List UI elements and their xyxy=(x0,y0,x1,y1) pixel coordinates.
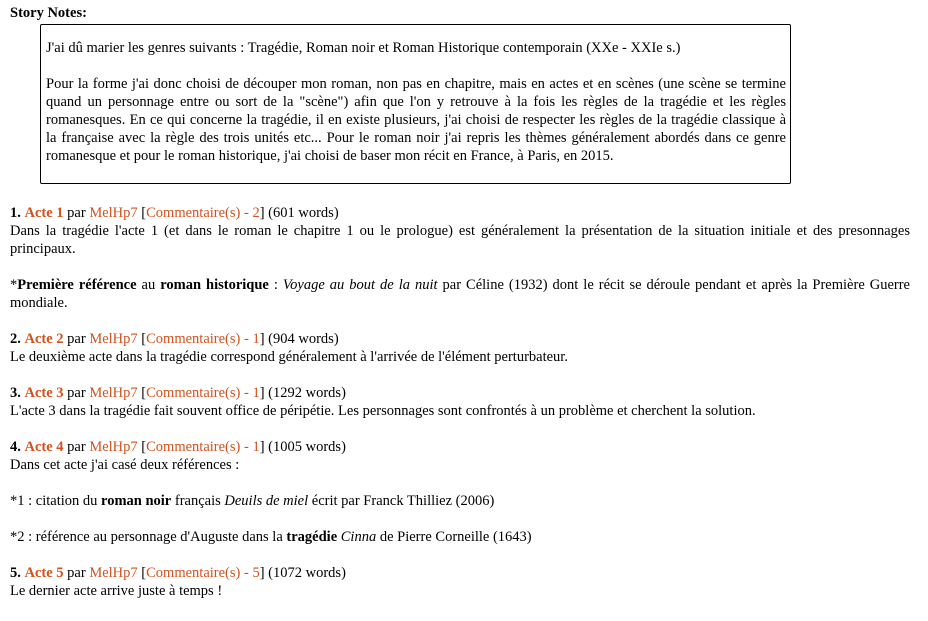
chapter-header xyxy=(10,438,910,456)
summary-text: Le deuxième acte dans la tragédie correspond généralement à l'arrivée de l'élément perturbateur. xyxy=(10,349,568,365)
ref-text: au xyxy=(136,277,161,293)
author-link[interactable]: MelHp7 xyxy=(89,385,138,401)
reference-line-1 xyxy=(10,492,910,510)
reviews-link[interactable] xyxy=(146,385,260,401)
reviews-count: 2 xyxy=(252,205,260,221)
chapter-header xyxy=(10,384,910,402)
reference-line-2 xyxy=(10,528,910,546)
dash: - xyxy=(240,205,253,221)
by-label: par xyxy=(67,205,86,221)
reviews-label: Commentaire(s) xyxy=(146,205,241,221)
chapter-number: 3. xyxy=(10,385,21,401)
ref-text: : xyxy=(268,277,283,293)
close-bracket: ] xyxy=(259,439,265,455)
ref-italic: Cinna xyxy=(340,529,377,545)
reference-line xyxy=(10,276,910,312)
story-notes-paragraph-2: Pour la forme j'ai donc choisi de découper mon roman, non pas en chapitre, mais en actes et en scènes (une scène se termine quand un personnage entre ou sort de la "scène") afin que l'on y retrouve à la fois les règles de la tragédie et les règles romanesques. En ce qui concerne la tragédie, il en existe plusieurs, j'ai choisi de respecter les règles de la tragédie classique à la française avec la règle des trois unités etc... Pour le roman noir j'ai repris les thèmes généralement abordés dans ce genre romanesque et pour le roman historique, j'ai choisi de baser mon récit en France, à Paris, en 2015. xyxy=(46,76,786,164)
chapter-number: 4. xyxy=(10,439,21,455)
chapter-summary xyxy=(10,582,910,600)
chapter-2 xyxy=(10,330,910,366)
ref-text: français xyxy=(171,493,225,509)
ref-text: par Céline (1932) dont le récit se déroule pendant et après la Première Guerre mondiale. xyxy=(10,277,910,311)
reviews-count: 5 xyxy=(252,565,260,581)
ref-star: * xyxy=(10,277,18,293)
story-notes-title: Story Notes: xyxy=(10,5,87,21)
story-notes-paragraph-1: J'ai dû marier les genres suivants : Tragédie, Roman noir et Roman Historique contemporain (XXe - XXIe s.) xyxy=(46,40,681,56)
story-notes-box xyxy=(40,24,791,184)
author-link[interactable]: MelHp7 xyxy=(89,205,138,221)
summary-text: Dans la tragédie l'acte 1 (et dans le roman le chapitre 1 ou le prologue) est généralement la présentation de la situation initiale et des presonnages principaux. xyxy=(10,223,910,257)
ref-bold: roman noir xyxy=(101,493,172,509)
chapter-number: 5. xyxy=(10,565,21,581)
chapter-header xyxy=(10,204,910,222)
word-count: (601 words) xyxy=(268,205,339,221)
chapter-summary xyxy=(10,456,910,546)
open-bracket: [ xyxy=(141,385,147,401)
chapter-4 xyxy=(10,438,910,546)
open-bracket: [ xyxy=(141,205,147,221)
chapter-summary xyxy=(10,402,910,420)
summary-text: Le dernier acte arrive juste à temps ! xyxy=(10,583,223,599)
reviews-count: 1 xyxy=(252,385,260,401)
ref-bold: Première référence xyxy=(17,277,137,293)
reviews-link[interactable] xyxy=(146,565,260,581)
author-link[interactable]: MelHp7 xyxy=(89,331,138,347)
ref-italic: Deuils de miel xyxy=(224,493,309,509)
ref-text: *1 : citation du xyxy=(10,493,102,509)
open-bracket: [ xyxy=(141,331,147,347)
reviews-label: Commentaire(s) xyxy=(146,439,241,455)
chapter-list xyxy=(10,204,910,600)
word-count: (1292 words) xyxy=(268,385,346,401)
ref-italic: Voyage au bout de la nuit xyxy=(282,277,438,293)
chapter-1 xyxy=(10,204,910,312)
reviews-link[interactable] xyxy=(146,439,260,455)
chapter-title-link[interactable]: Acte 2 xyxy=(24,331,64,347)
close-bracket: ] xyxy=(259,331,265,347)
chapter-title-link[interactable]: Acte 3 xyxy=(24,385,64,401)
chapter-3 xyxy=(10,384,910,420)
summary-text: Dans cet acte j'ai casé deux références : xyxy=(10,457,240,473)
ref-text: écrit par Franck Thilliez (2006) xyxy=(308,493,495,509)
dash: - xyxy=(240,565,253,581)
chapter-title-link[interactable]: Acte 5 xyxy=(24,565,64,581)
chapter-summary xyxy=(10,222,910,312)
dash: - xyxy=(240,385,253,401)
reviews-label: Commentaire(s) xyxy=(146,331,241,347)
reviews-label: Commentaire(s) xyxy=(146,385,241,401)
reviews-link[interactable] xyxy=(146,205,260,221)
ref-bold: tragédie xyxy=(286,529,338,545)
close-bracket: ] xyxy=(259,205,265,221)
author-link[interactable]: MelHp7 xyxy=(89,439,138,455)
by-label: par xyxy=(67,331,86,347)
ref-text: *2 : référence au personnage d'Auguste dans la xyxy=(10,529,287,545)
chapter-header xyxy=(10,330,910,348)
dash: - xyxy=(240,439,253,455)
chapter-number: 1. xyxy=(10,205,21,221)
author-link[interactable]: MelHp7 xyxy=(89,565,138,581)
word-count: (1072 words) xyxy=(268,565,346,581)
ref-text: de Pierre Corneille (1643) xyxy=(376,529,532,545)
chapter-title-link[interactable]: Acte 1 xyxy=(24,205,64,221)
reviews-label: Commentaire(s) xyxy=(146,565,241,581)
chapter-summary xyxy=(10,348,910,366)
word-count: (904 words) xyxy=(268,331,339,347)
chapter-5 xyxy=(10,564,910,600)
word-count: (1005 words) xyxy=(268,439,346,455)
by-label: par xyxy=(67,385,86,401)
by-label: par xyxy=(67,565,86,581)
reviews-count: 1 xyxy=(252,331,260,347)
open-bracket: [ xyxy=(141,439,147,455)
reviews-link[interactable] xyxy=(146,331,260,347)
chapter-header xyxy=(10,564,910,582)
close-bracket: ] xyxy=(259,385,265,401)
dash: - xyxy=(240,331,253,347)
reviews-count: 1 xyxy=(252,439,260,455)
summary-text: L'acte 3 dans la tragédie fait souvent office de péripétie. Les personnages sont confrontés à un problème et cherchent la solution. xyxy=(10,403,756,419)
chapter-number: 2. xyxy=(10,331,21,347)
by-label: par xyxy=(67,439,86,455)
ref-bold: roman historique xyxy=(160,277,269,293)
open-bracket: [ xyxy=(141,565,147,581)
close-bracket: ] xyxy=(259,565,265,581)
chapter-title-link[interactable]: Acte 4 xyxy=(24,439,64,455)
